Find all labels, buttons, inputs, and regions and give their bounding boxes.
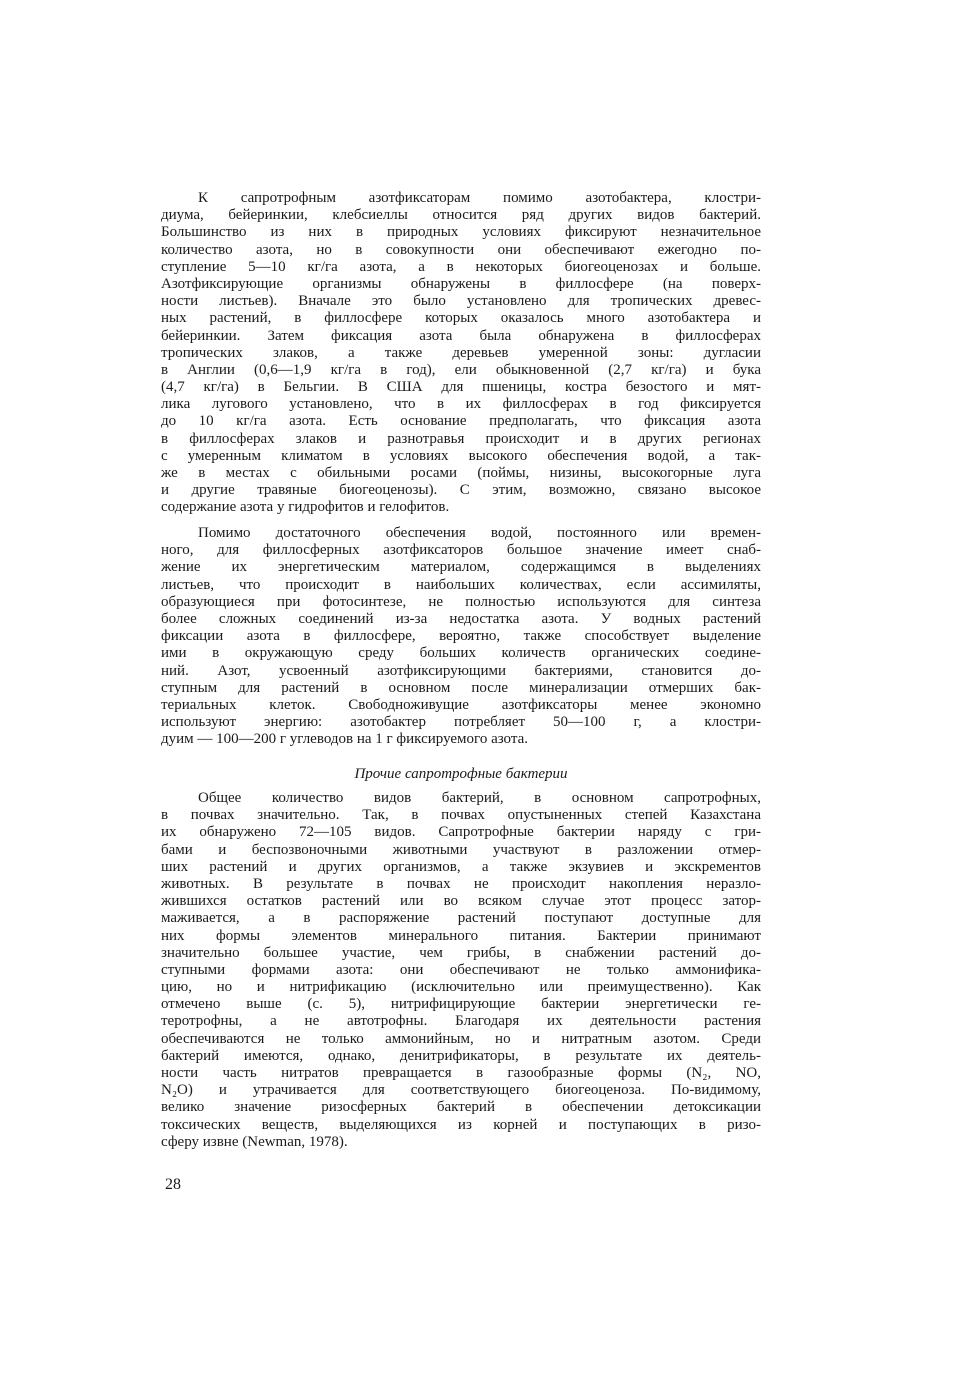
text-line: ступными формами азота: они обеспечивают не только аммонифика- xyxy=(161,961,761,978)
text-line: Общее количество видов бактерий, в основном сапротрофных, xyxy=(198,790,761,806)
text-line: Помимо достаточного обеспечения водой, постоянного или времен- xyxy=(198,525,761,541)
text-line: в почвах значительно. Так, в почвах опустыненных степей Казахстана xyxy=(161,807,761,824)
text-line: ступление 5—10 кг/га азота, а в некоторых биогеоценозах и больше. xyxy=(161,258,761,275)
text-line: тропических злаков, а также деревьев умеренной зоны: дугласии xyxy=(161,344,761,361)
text-line: значительно большее участие, чем грибы, в снабжении растений до- xyxy=(161,944,761,961)
text-line: лика лугового установлено, что в их филлосферах в год фиксируется xyxy=(161,396,761,413)
text-line: образующиеся при фотосинтезе, не полностью используются для синтеза xyxy=(161,593,761,610)
text-line: диума, бейеринкии, клебсиеллы относится ряд других видов бактерий. xyxy=(161,207,761,224)
text-line: листьев, что происходит в наибольших количествах, если ассимиляты, xyxy=(161,576,761,593)
text-line: маживается, а в распоряжение растений поступают доступные для xyxy=(161,910,761,927)
text-line: ности часть нитратов превращается в газообразные формы (N₂, NO, xyxy=(161,1065,761,1081)
text-line: ности листьев). Вначале это было установлено для тропических древес- xyxy=(161,293,761,310)
text-line: отмечено выше (с. 5), нитрифицирующие бактерии энергетически ге- xyxy=(161,996,761,1013)
text-line: ного, для филлосферных азотфиксаторов большое значение имеет снаб- xyxy=(161,542,761,559)
text-line: используют энергию: азотобактер потребляет 50—100 г, а клостри- xyxy=(161,714,761,731)
text-line: их обнаружено 72—105 видов. Сапротрофные бактерии наряду с гри- xyxy=(161,824,761,841)
text-line: теротрофны, а не автотрофны. Благодаря их деятельности растения xyxy=(161,1013,761,1030)
text-line: велико значение ризосферных бактерий в обеспечении детоксикации xyxy=(161,1099,761,1116)
text-line: в филлосферах злаков и разнотравья происходит и в других регионах xyxy=(161,430,761,447)
text-line: токсических веществ, выделяющихся из корней и поступающих в ризо- xyxy=(161,1116,761,1133)
text-line: же в местах с обильными росами (поймы, низины, высокогорные луга xyxy=(161,465,761,481)
text-line: ных растений, в филлосфере которых оказалось много азотобактера и xyxy=(161,310,761,327)
text-line: бами и беспозвоночными животными участвуют в разложении отмер- xyxy=(161,841,761,858)
text-line: ших растений и других организмов, а также экзувиев и экскрементов xyxy=(161,858,761,875)
paragraph-saprotrophic-bacteria xyxy=(161,790,761,1151)
page-number: 28 xyxy=(165,1176,181,1193)
text-line: жившихся остатков растений или во всяком случае этот процесс затор- xyxy=(161,893,761,910)
text-line: цию, но и нитрификацию (исключительно или преимущественно). Как xyxy=(161,979,761,996)
text-line: бейеринкии. Затем фиксация азота была обнаружена в филлосферах xyxy=(161,327,761,344)
text-line: N₂O) и утрачивается для соответствующего биогеоценоза. По-видимому, xyxy=(161,1082,761,1099)
text-line: Большинство из них в природных условиях фиксируют незначительное xyxy=(161,224,761,241)
text-line: них формы элементов минерального питания. Бактерии принимают xyxy=(161,927,761,944)
text-line: (4,7 кг/га) в Бельгии. В США для пшеницы, костра безостого и мят- xyxy=(161,379,761,396)
paragraph-phyllosphere-energy xyxy=(161,525,761,748)
text-line: ний. Азот, усвоенный азотфиксирующими бактериями, становится до- xyxy=(161,662,761,679)
text-line: Азотфиксирующие организмы обнаружены в филлосфере (на поверх- xyxy=(161,275,761,292)
section-heading: Прочие сапротрофные бактерии xyxy=(354,766,568,782)
text-line: фиксации азота в филлосфере, вероятно, также способствует выделение xyxy=(161,628,761,645)
text-line: бактерий имеются, однако, денитрификаторы, в результате их деятель- xyxy=(161,1047,761,1064)
text-line: жение их энергетическим материалом, содержащимся в выделениях xyxy=(161,559,761,576)
text-line: териальных клеток. Свободноживущие азотфиксаторы менее экономно xyxy=(161,696,761,713)
paragraph-nitrogen-fixers xyxy=(161,190,761,517)
text-line: ступным для растений в основном после минерализации отмерших бак- xyxy=(161,679,761,696)
text-line: обеспечиваются не только аммонийным, но и нитратным азотом. Среди xyxy=(161,1030,761,1047)
text-line: К сапротрофным азотфиксаторам помимо азотобактера, клостри- xyxy=(198,190,761,206)
text-line: более сложных соединений из-за недостатка азота. У водных растений xyxy=(161,610,761,627)
text-line: с умеренным климатом в условиях высокого обеспечения водой, а так- xyxy=(161,447,761,464)
text-line: животных. В результате в почвах не происходит накопления неразло- xyxy=(161,875,761,892)
text-line: количество азота, но в совокупности они обеспечивают ежегодно по- xyxy=(161,241,761,258)
text-line: в Англии (0,6—1,9 кг/га в год), ели обыкновенной (2,7 кг/га) и бука xyxy=(161,361,761,378)
text-line: содержание азота у гидрофитов и гелофитов. xyxy=(161,499,450,516)
text-line: до 10 кг/га азота. Есть основание предполагать, что фиксация азота xyxy=(161,413,761,430)
text-line: сферу извне (Newman, 1978). xyxy=(161,1133,348,1150)
text-line: дуим — 100—200 г углеводов на 1 г фиксируемого азота. xyxy=(161,731,529,748)
text-line: ими в окружающую среду больших количеств органических соедине- xyxy=(161,645,761,662)
text-line: и другие травяные биогеоценозы). С этим, возможно, связано высокое xyxy=(161,482,761,499)
